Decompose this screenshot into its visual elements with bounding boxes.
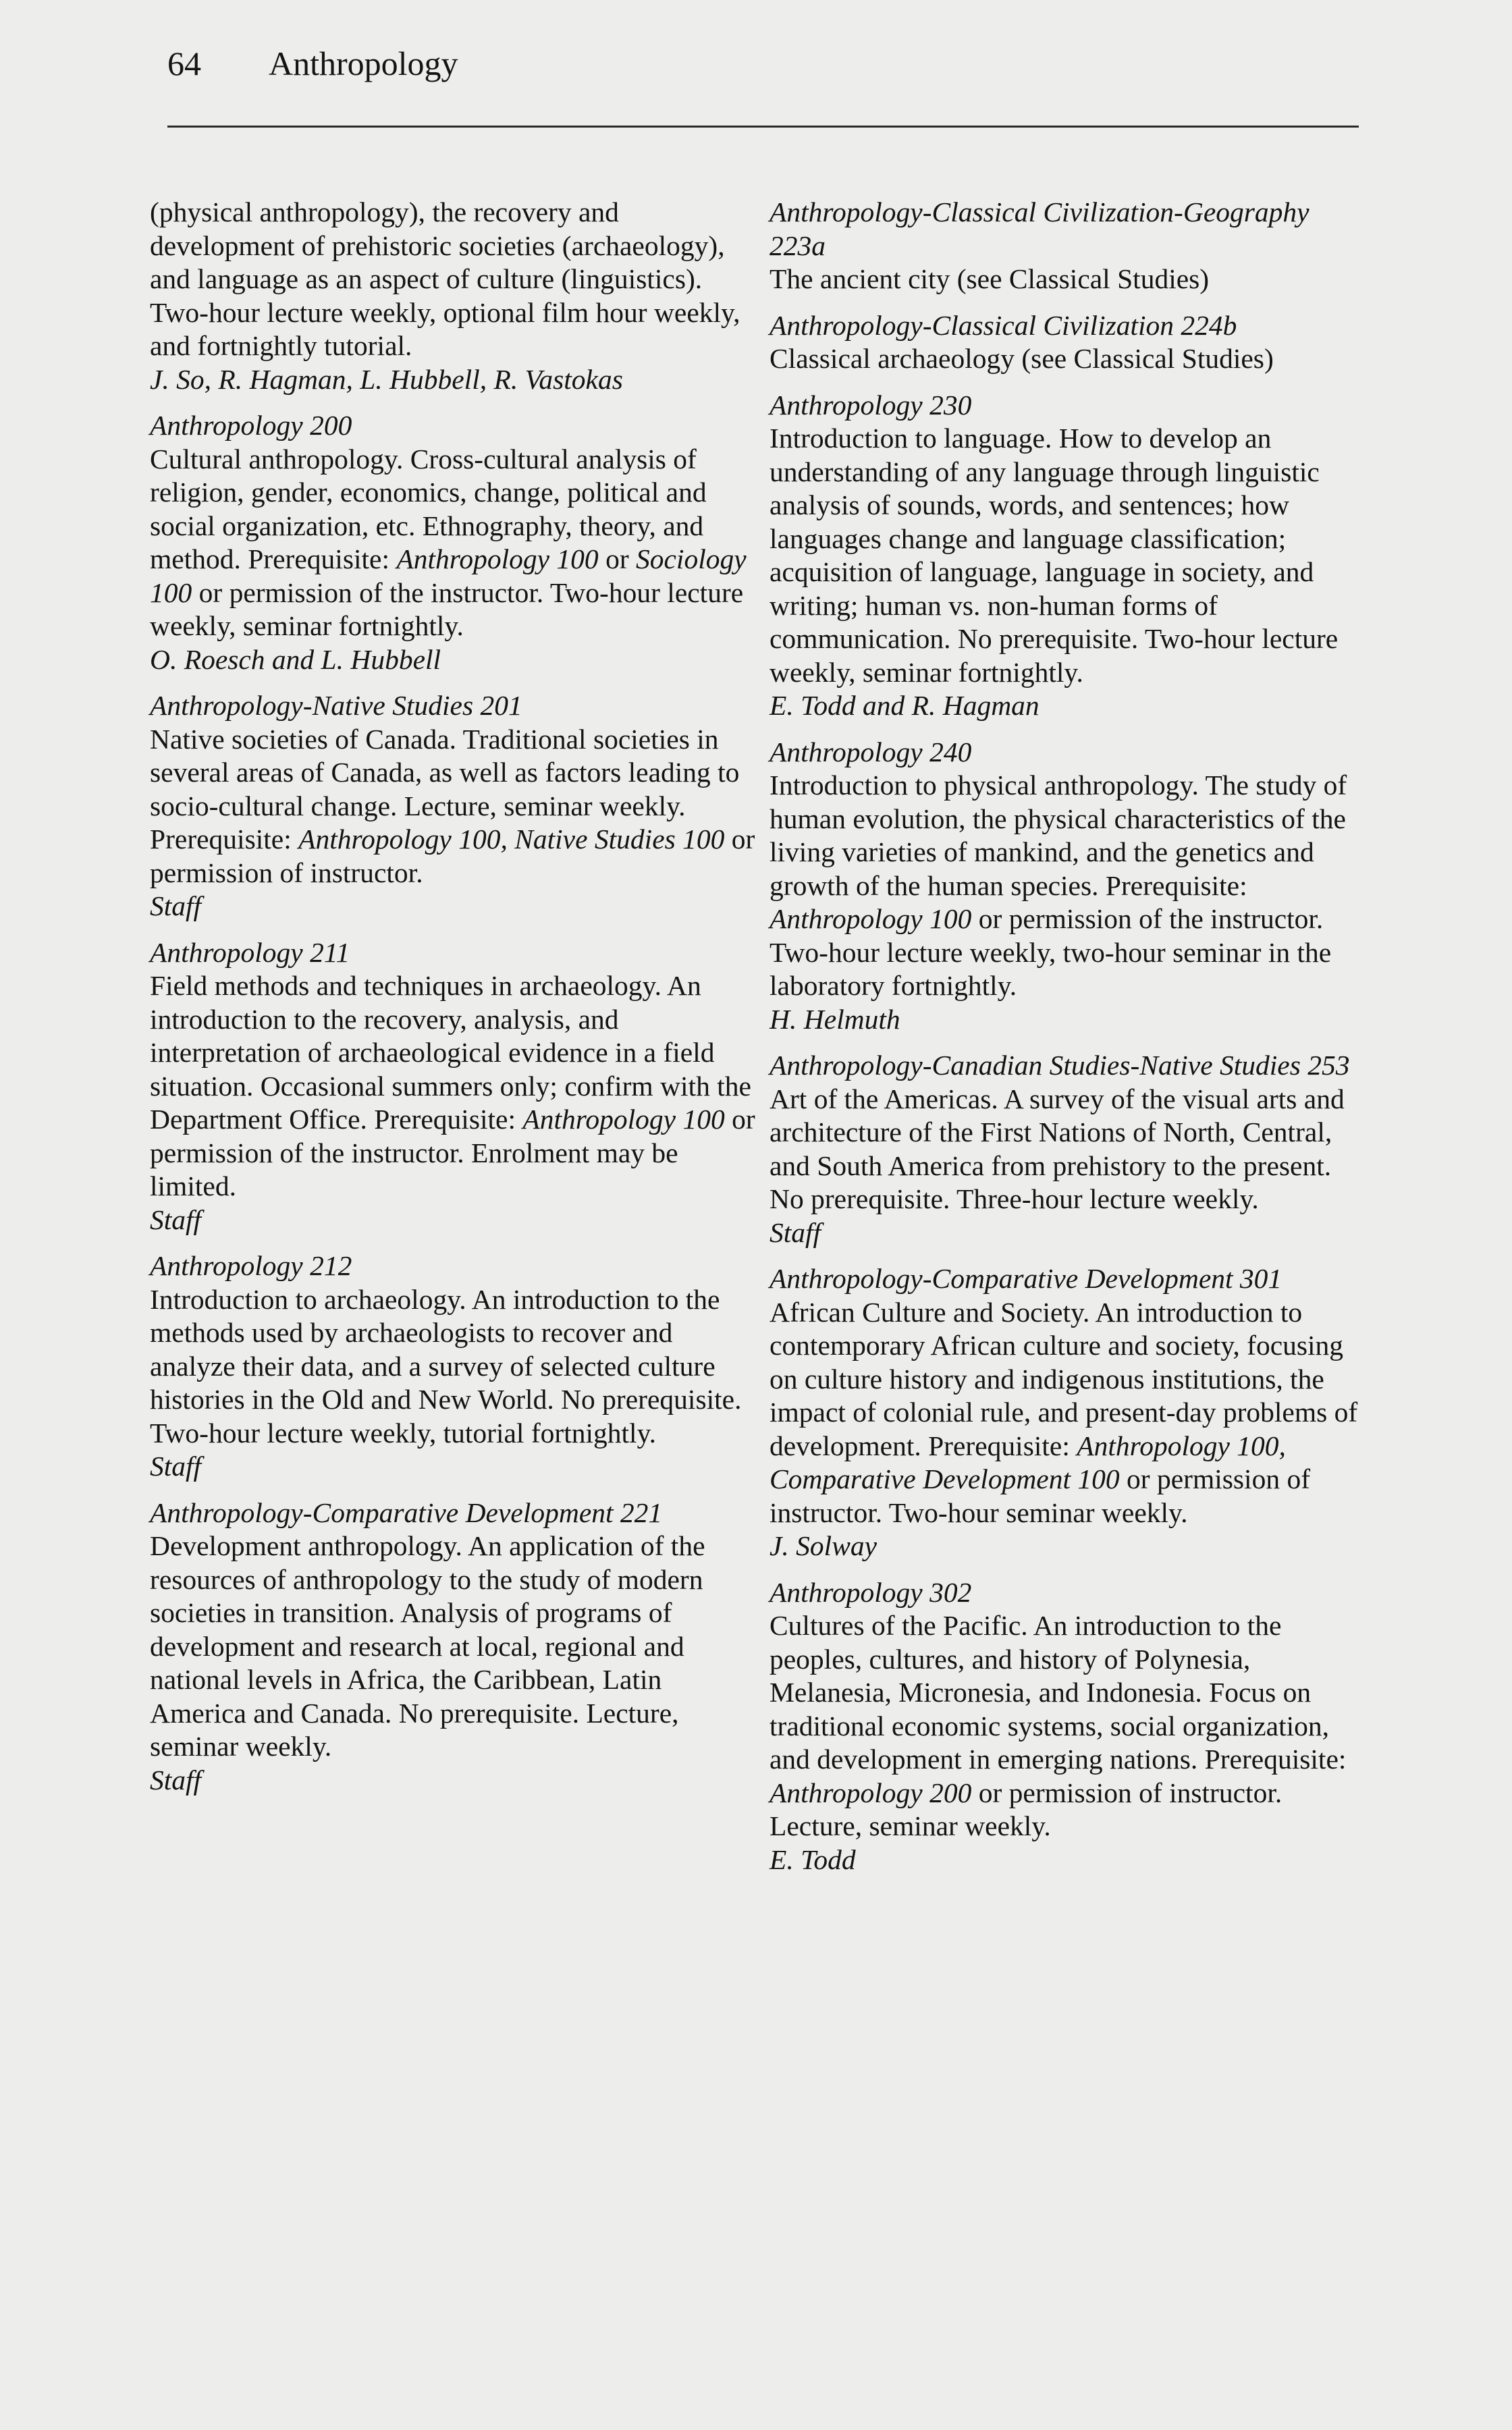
right-course-list [770, 196, 1364, 1877]
course-description: Development anthropology. An application of the resources of anthropology to the study of modern societies in transition. Analysis of programs of development and research at local, regional and national levels in Africa, the Caribbean, Latin America and Canada. No prerequisite. Lecture, seminar weekly. [150, 1530, 705, 1762]
course-description: Introduction to language. How to develop an understanding of any language through linguistic analysis of sounds, words, and sentences; how languages change and language classification; acquisition of language, language in society, and writing; human vs. non-human forms of communication. No prerequisite. Two-hour lecture weekly, seminar fortnightly. [770, 423, 1339, 688]
course-title: Anthropology 211 [150, 936, 350, 968]
course-title: Anthropology-Classical Civilization-Geography 223a [770, 196, 1310, 261]
right-column [770, 196, 1364, 1889]
course-entry [770, 389, 1364, 723]
course-description: African Culture and Society. An introduction to contemporary African culture and society, focusing on culture history and indigenous institutions, the impact of colonial rule, and present-day problems of development. Prerequisite: Anthropology 100, Comparative Development 100 or permission of instructor. Two-hour seminar weekly. [770, 1296, 1358, 1528]
course-title: Anthropology-Classical Civilization 224b [770, 309, 1237, 341]
course-description: The ancient city (see Classical Studies) [770, 263, 1210, 294]
course-instructor: Staff [150, 890, 202, 921]
course-title: Anthropology 200 [150, 410, 352, 441]
course-entry [770, 309, 1364, 376]
course-instructor: Staff [150, 1204, 202, 1235]
course-title: Anthropology-Canadian Studies-Native Studies 253 [770, 1050, 1350, 1081]
course-description: Native societies of Canada. Traditional societies in several areas of Canada, as well as factors leading to socio-cultural change. Lecture, seminar weekly. Prerequisite: Anthropology 100, Native Studies 100 or permission of instructor. [150, 723, 755, 888]
course-entry [150, 1496, 757, 1798]
course-description: Cultural anthropology. Cross-cultural analysis of religion, gender, economics, change, political and social organization, etc. Ethnography, theory, and method. Prerequisite: Anthropology 100 or Sociology 100 or permission of the instructor. Two-hour lecture weekly, seminar fortnightly. [150, 443, 747, 641]
course-instructor: J. Solway [770, 1530, 878, 1561]
course-instructor: E. Todd and R. Hagman [770, 690, 1040, 721]
left-course-list [150, 409, 757, 1797]
course-entry [150, 409, 757, 676]
course-description: Cultures of the Pacific. An introduction to the peoples, cultures, and history of Polynesia, Melanesia, Micronesia, and Indonesia. Focus on traditional economic systems, social organization, and development in emerging nations. Prerequisite: Anthropology 200 or permission of instructor. Lecture, seminar weekly. [770, 1610, 1347, 1841]
course-description: (physical anthropology), the recovery and development of prehistoric societies (archaeology), and language as an aspect of culture (linguistics). Two-hour lecture weekly, optional film hour weekly, and fortnightly tutorial. [150, 196, 740, 361]
course-entry [150, 689, 757, 923]
course-title: Anthropology-Native Studies 201 [150, 690, 522, 721]
course-instructor: Staff [150, 1451, 202, 1482]
course-title: Anthropology 212 [150, 1250, 352, 1281]
course-title: Anthropology 240 [770, 736, 972, 767]
continued-course-entry [150, 196, 757, 396]
left-column [150, 196, 757, 1810]
course-entry [150, 936, 757, 1237]
course-title: Anthropology 230 [770, 389, 972, 421]
course-entry [770, 196, 1364, 296]
course-instructor: O. Roesch and L. Hubbell [150, 643, 441, 675]
course-entry [770, 1049, 1364, 1249]
course-description: Field methods and techniques in archaeology. An introduction to the recovery, analysis, and interpretation of archaeological evidence in a field situation. Occasional summers only; confirm with the Department Office. Prerequisite: Anthropology 100 or permission of the instructor. Enrolment may be limited. [150, 970, 755, 1202]
course-instructor: E. Todd [770, 1843, 856, 1875]
page-header [167, 39, 458, 88]
course-description: Classical archaeology (see Classical Studies) [770, 343, 1274, 374]
course-instructor: Staff [770, 1216, 821, 1248]
header-rule [167, 126, 1359, 128]
course-description: Art of the Americas. A survey of the visual arts and architecture of the First Nations of North, Central, and South America from prehistory to the present. No prerequisite. Three-hour lecture weekly. [770, 1083, 1345, 1214]
course-entry [150, 1249, 757, 1484]
course-title: Anthropology-Comparative Development 221 [150, 1496, 663, 1528]
page-number: 64 [167, 45, 201, 82]
course-title: Anthropology-Comparative Development 301 [770, 1263, 1282, 1294]
course-instructor: J. So, R. Hagman, L. Hubbell, R. Vastokas [150, 363, 623, 395]
course-instructor: Staff [150, 1764, 202, 1796]
course-description: Introduction to physical anthropology. The study of human evolution, the physical characteristics of the living varieties of mankind, and the genetics and growth of the human species. Prerequisite: Anthropology 100 or permission of the instructor. Two-hour lecture weekly, two-hour seminar in the laboratory fortnightly. [770, 770, 1347, 1001]
course-entry [770, 1576, 1364, 1877]
course-instructor: H. Helmuth [770, 1003, 900, 1035]
course-entry [770, 1262, 1364, 1563]
course-description: Introduction to archaeology. An introduction to the methods used by archaeologists to recover and analyze their data, and a survey of selected culture histories in the Old and New World. No prerequisite. Two-hour lecture weekly, tutorial fortnightly. [150, 1283, 742, 1449]
section-title: Anthropology [269, 45, 458, 82]
course-title: Anthropology 302 [770, 1576, 972, 1608]
course-entry [770, 736, 1364, 1037]
